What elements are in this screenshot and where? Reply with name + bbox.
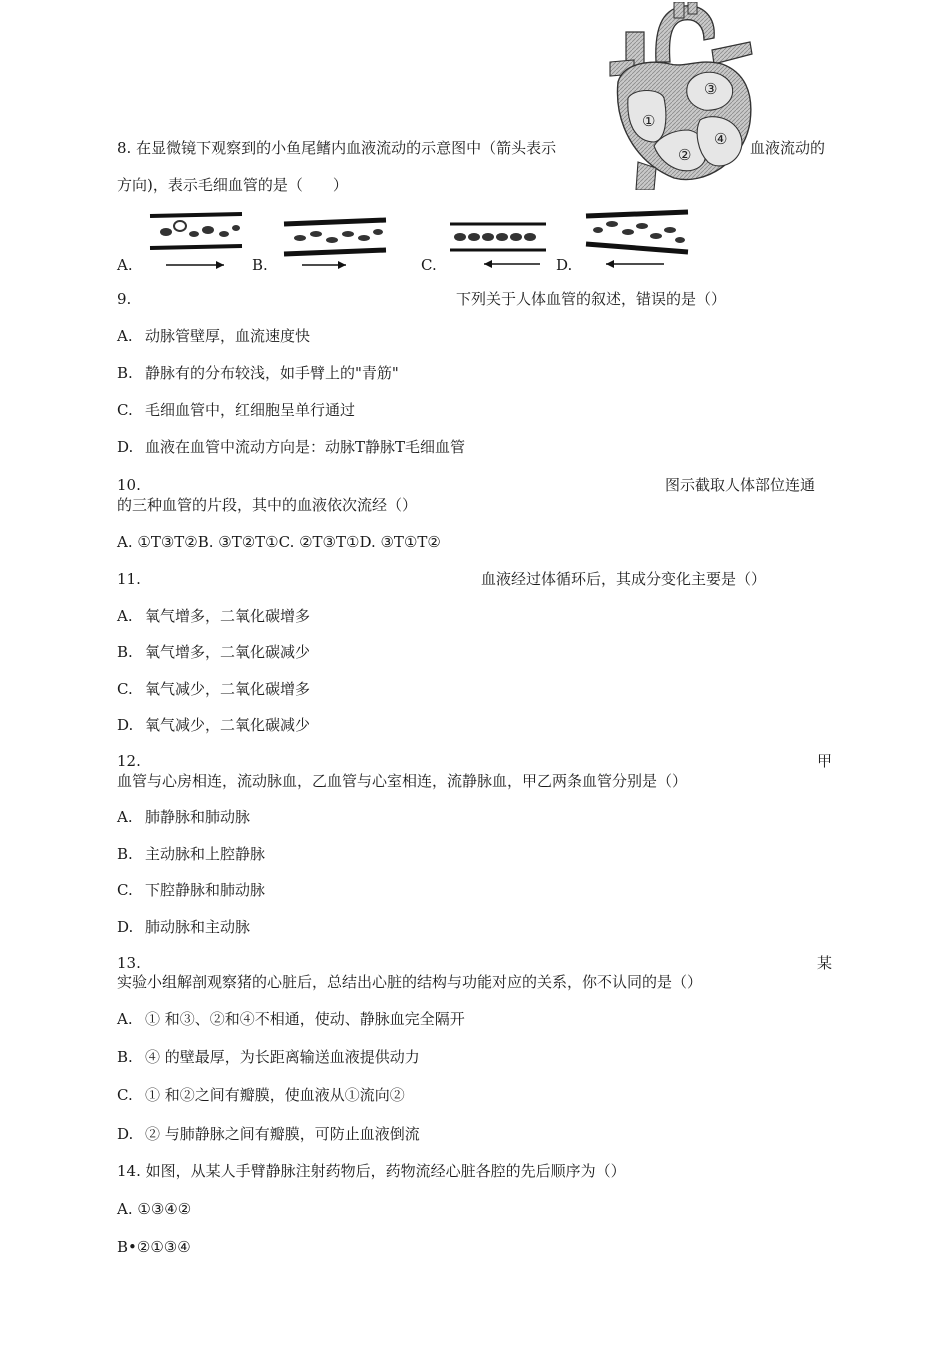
heart-label-4: ④ bbox=[714, 130, 728, 148]
q14-option-b: B•②①③④ bbox=[117, 1238, 191, 1256]
q12-stem-a: 甲 bbox=[817, 752, 833, 770]
q13-option-c: C. ① 和②之间有瓣膜，使血液从①流向② bbox=[117, 1086, 405, 1104]
q8-option-d: D. bbox=[556, 256, 573, 274]
q11-option-c: C. 氧气减少，二氧化碳增多 bbox=[117, 680, 311, 698]
q10-options: A. ①T③T②B. ③T②T①C. ②T③T①D. ③T①T② bbox=[117, 533, 441, 551]
q10-stem-a: 图示截取人体部位连通 bbox=[665, 476, 816, 494]
q11-option-d: D. 氧气减少，二氧化碳减少 bbox=[117, 716, 311, 734]
q12-option-c: C. 下腔静脉和肺动脉 bbox=[117, 881, 266, 899]
q9-option-c: C. 毛细血管中，红细胞呈单行通过 bbox=[117, 401, 356, 419]
q14-option-a: A. ①③④② bbox=[117, 1200, 192, 1218]
q8-stem-line1: 8. 在显微镜下观察到的小鱼尾鳍内血液流动的示意图中（箭头表示 bbox=[117, 139, 557, 157]
q8-option-c: C. bbox=[421, 256, 437, 274]
q10-stem-b: 的三种血管的片段，其中的血液依次流经（） bbox=[117, 496, 418, 514]
q11-option-b: B. 氧气增多，二氧化碳减少 bbox=[117, 643, 311, 661]
q13-stem-a: 某 bbox=[817, 954, 833, 972]
q8-figure-c bbox=[448, 218, 548, 272]
q12-stem-b: 血管与心房相连，流动脉血，乙血管与心室相连，流静脉血，甲乙两条血管分别是（） bbox=[117, 772, 688, 790]
q13-option-a: A. ① 和③、②和④不相通，使动、静脉血完全隔开 bbox=[117, 1010, 465, 1028]
q12-option-a: A. 肺静脉和肺动脉 bbox=[117, 808, 251, 826]
q11-number: 11. bbox=[117, 570, 141, 588]
q8-stem-line2: 方向)，表示毛细血管的是（ ） bbox=[117, 176, 348, 194]
q12-option-b: B. 主动脉和上腔静脉 bbox=[117, 845, 266, 863]
q11-option-a: A. 氧气增多，二氧化碳增多 bbox=[117, 607, 311, 625]
q9-option-a: A. 动脉管壁厚，血流速度快 bbox=[117, 327, 311, 345]
q14-stem: 14. 如图，从某人手臂静脉注射药物后，药物流经心脏各腔的先后顺序为（） bbox=[117, 1162, 626, 1180]
heart-label-1: ① bbox=[642, 112, 656, 130]
q8-stem-line1-end: 血液流动的 bbox=[750, 139, 826, 157]
heart-label-3: ③ bbox=[704, 80, 718, 98]
q10-number: 10. bbox=[117, 476, 141, 494]
q13-number: 13. bbox=[117, 954, 141, 972]
q12-number: 12. bbox=[117, 752, 141, 770]
q13-stem-b: 实验小组解剖观察猪的心脏后，总结出心脏的结构与功能对应的关系，你不认同的是（） bbox=[117, 973, 703, 991]
heart-label-2: ② bbox=[678, 146, 692, 164]
q12-option-d: D. 肺动脉和主动脉 bbox=[117, 918, 251, 936]
q9-option-d: D. 血液在血管中流动方向是：动脉T静脉T毛细血管 bbox=[117, 438, 466, 456]
q8-figure-d bbox=[584, 208, 690, 272]
q8-figure-a bbox=[146, 210, 246, 272]
q8-figure-b bbox=[282, 216, 388, 272]
q9-stem: 下列关于人体血管的叙述，错误的是（） bbox=[456, 290, 727, 308]
q8-option-b: B. bbox=[252, 256, 268, 274]
q9-number: 9. bbox=[117, 290, 132, 308]
q9-option-b: B. 静脉有的分布较浅，如手臂上的"青筋" bbox=[117, 364, 399, 382]
q8-option-a: A. bbox=[117, 256, 133, 274]
q13-option-d: D. ② 与肺静脉之间有瓣膜，可防止血液倒流 bbox=[117, 1125, 420, 1143]
q11-stem: 血液经过体循环后，其成分变化主要是（） bbox=[481, 570, 767, 588]
q13-option-b: B. ④ 的壁最厚，为长距离输送血液提供动力 bbox=[117, 1048, 420, 1066]
heart-diagram bbox=[604, 2, 754, 190]
